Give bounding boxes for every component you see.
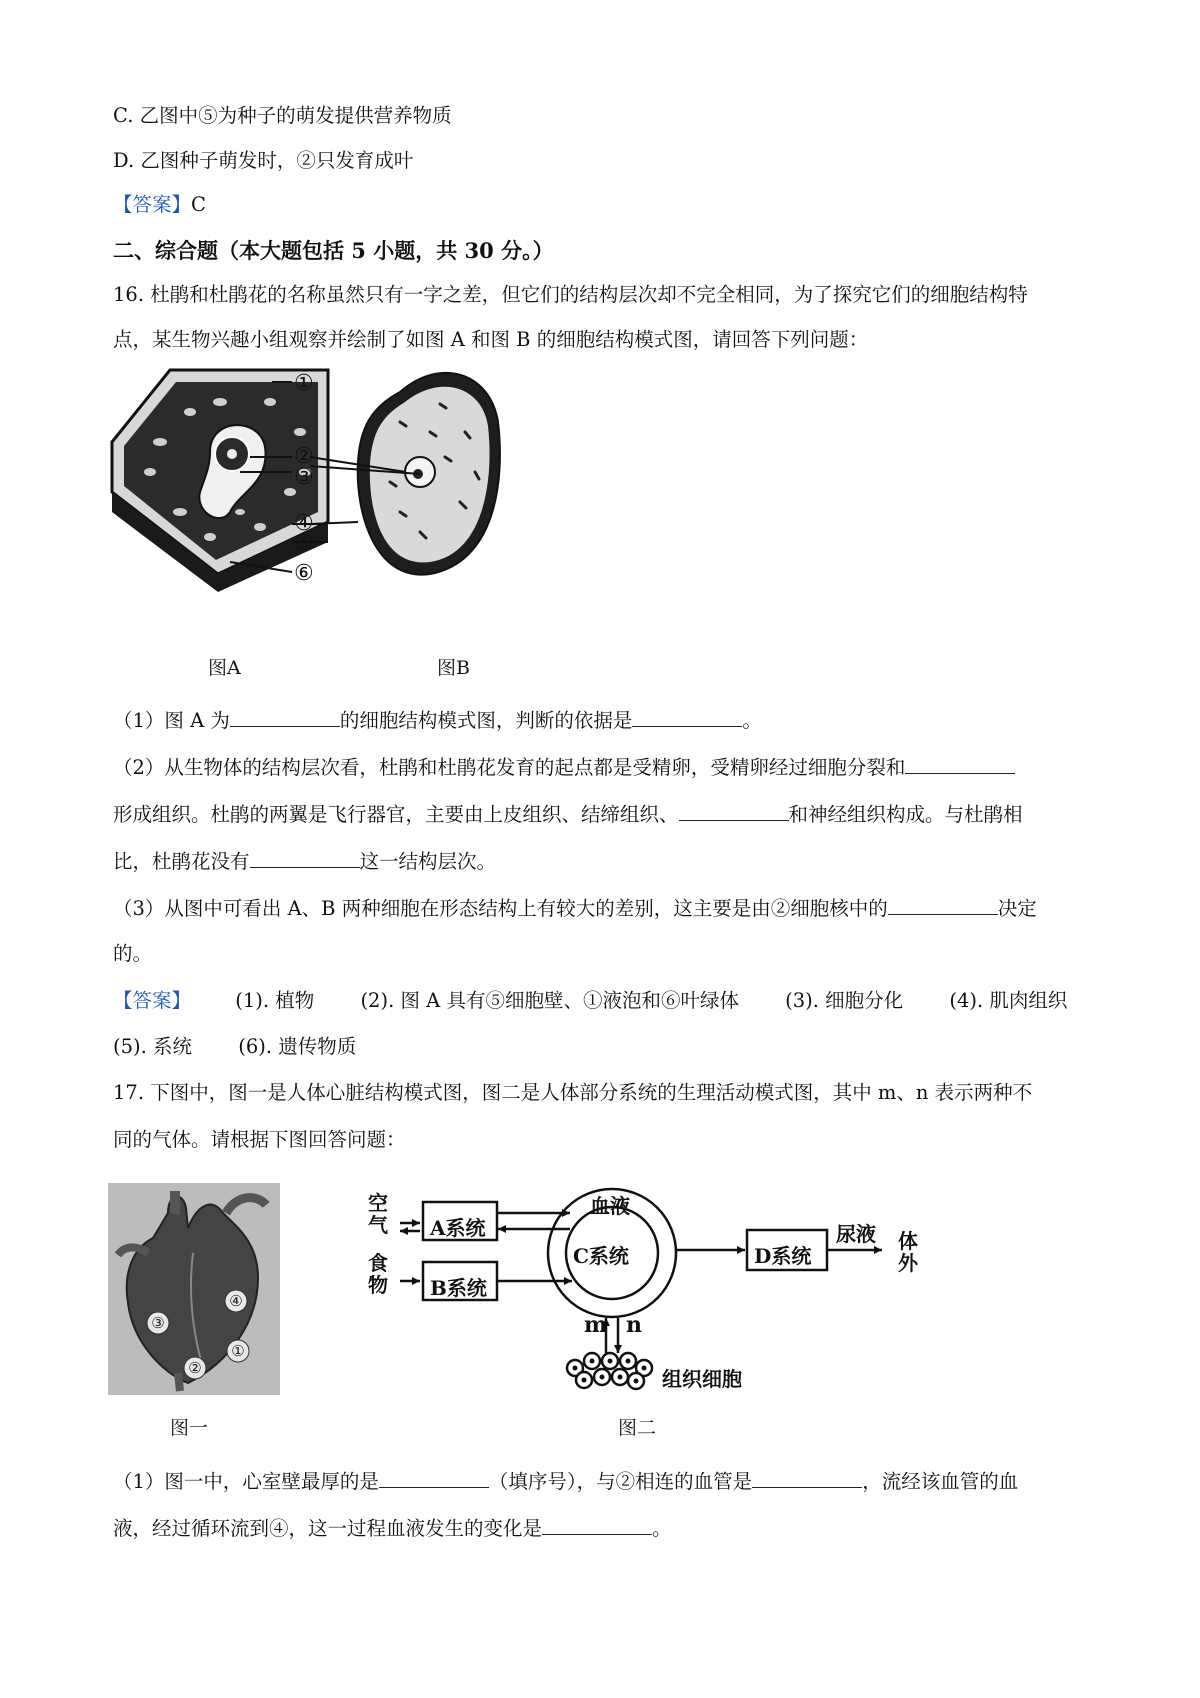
q16-sub3-text-b: 决定 — [997, 897, 1037, 920]
answer-tag: 【答案】 — [113, 193, 192, 216]
q16-sub1-text-b: 的细胞结构模式图，判断的依据是 — [339, 709, 633, 732]
heart-label-2: ② — [188, 1359, 202, 1377]
label-1: ① — [294, 371, 314, 396]
blank — [752, 1471, 862, 1488]
outside-label: 体外 — [898, 1229, 918, 1275]
section-title: 二、综合题（本大题包括 5 小题，共 30 分。） — [113, 238, 554, 263]
label-4: ④ — [294, 511, 314, 536]
q16-sub2-line1 — [113, 757, 1015, 778]
option-c: C. 乙图中⑤为种子的萌发提供营养物质 — [113, 104, 452, 127]
q16-sub2-text-d: 比，杜鹃花没有 — [113, 850, 250, 873]
label-3: ③ — [294, 465, 314, 490]
heart-caption: 图一 — [170, 1417, 209, 1439]
q16-sub2-text-a: （2）从生物体的结构层次看，杜鹃和杜鹃花发育的起点都是受精卵，受精卵经过细胞分裂和 — [113, 756, 906, 779]
q16-answer-line2 — [113, 1037, 356, 1057]
food-text: 食物 — [368, 1251, 388, 1297]
q17-sub1-line2 — [113, 1518, 672, 1539]
q16-sub1-text-a: （1）图 A 为 — [113, 709, 230, 732]
q16-stem-line1: 16. 杜鹃和杜鹃花的名称虽然只有一字之差，但它们的结构层次却不完全相同，为了探究它们的细胞结构特 — [113, 283, 1028, 306]
q17-stem-line2: 同的气体。请根据下图回答问题： — [113, 1128, 406, 1151]
q17-sub1-text-e: 。 — [652, 1517, 672, 1540]
heart-label-4: ④ — [229, 1292, 243, 1310]
q16-sub3-line1 — [113, 898, 1037, 919]
animal-cell-drawing — [358, 373, 500, 575]
q16-sub2-text-b: 形成组织。杜鹃的两翼是飞行器官，主要由上皮组织、结缔组织、 — [113, 803, 679, 826]
answer-item: (5). 系统 — [113, 1035, 193, 1058]
q17-sub1-line1 — [113, 1471, 1018, 1492]
heart-label-1: ① — [231, 1342, 245, 1360]
q16-answer-line1 — [113, 991, 1067, 1011]
caption-a: 图A — [208, 657, 241, 679]
label-5: ⑤ — [294, 531, 314, 556]
air-text: 空气 — [368, 1191, 388, 1237]
c-system-label: C系统 — [573, 1244, 629, 1268]
a-system-label: A系统 — [430, 1216, 486, 1240]
q16-sub1-text-c: 。 — [742, 709, 762, 732]
q16-sub2-text-c: 和神经组织构成。与杜鹃相 — [788, 803, 1023, 826]
label-2: ② — [294, 444, 314, 469]
urine-label: 尿液 — [836, 1222, 876, 1246]
q17-sub1-text-d: 液，经过循环流到④，这一过程血液发生的变化是 — [113, 1517, 543, 1540]
blank — [379, 1471, 489, 1488]
b-system-label: B系统 — [430, 1276, 487, 1300]
answer-item: (2). 图 A 具有⑤细胞壁、①液泡和⑥叶绿体 — [360, 989, 739, 1012]
blank — [632, 710, 742, 727]
answer-item: (4). 肌肉组织 — [949, 989, 1068, 1012]
q16-stem-line2: 点，某生物兴趣小组观察并绘制了如图 A 和图 B 的细胞结构模式图，请回答下列问题： — [113, 328, 869, 351]
answer-tag: 【答案】 — [113, 989, 192, 1012]
blank — [542, 1518, 652, 1535]
q17-stem-line1: 17. 下图中，图一是人体心脏结构模式图，图二是人体部分系统的生理活动模式图，其中 m、n 表示两种不 — [113, 1081, 1033, 1104]
caption-b: 图B — [437, 657, 470, 679]
q17-sub1-text-c: ，流经该血管的血 — [862, 1470, 1019, 1493]
heart-figure — [108, 1183, 280, 1395]
d-system-label: D系统 — [754, 1244, 812, 1268]
label-6: ⑥ — [294, 561, 314, 586]
heart-label-3: ③ — [151, 1314, 165, 1332]
q16-sub3-text-a: （3）从图中可看出 A、B 两种细胞在形态结构上有较大的差别，这主要是由②细胞核中的 — [113, 897, 888, 920]
blank — [230, 710, 340, 727]
m-label: m — [584, 1312, 608, 1338]
n-label: n — [626, 1312, 642, 1338]
q16-sub2-text-e: 这一结构层次。 — [359, 850, 497, 873]
q17-sub1-text-b: （填序号），与②相连的血管是 — [488, 1470, 753, 1493]
q16-sub2-line2 — [113, 804, 1023, 825]
cell-figure — [100, 362, 540, 592]
diagram-caption: 图二 — [618, 1417, 657, 1439]
blood-label: 血液 — [590, 1194, 630, 1218]
q17-sub1-text-a: （1）图一中，心室壁最厚的是 — [113, 1470, 379, 1493]
option-d: D. 乙图种子萌发时，②只发育成叶 — [113, 149, 414, 172]
answer-item: (1). 植物 — [235, 989, 315, 1012]
q16-sub1 — [113, 710, 762, 731]
blank — [888, 898, 998, 915]
tissue-label: 组织细胞 — [662, 1367, 742, 1391]
blank — [250, 851, 360, 868]
q16-sub2-line3 — [113, 851, 496, 872]
q15-answer-line — [113, 195, 206, 215]
q16-sub3-line2: 的。 — [113, 942, 153, 965]
blank — [905, 757, 1015, 774]
answer-item: (3). 细胞分化 — [785, 989, 904, 1012]
answer-item: (6). 遗传物质 — [238, 1035, 357, 1058]
blank — [679, 804, 789, 821]
answer-value: C — [191, 193, 206, 216]
